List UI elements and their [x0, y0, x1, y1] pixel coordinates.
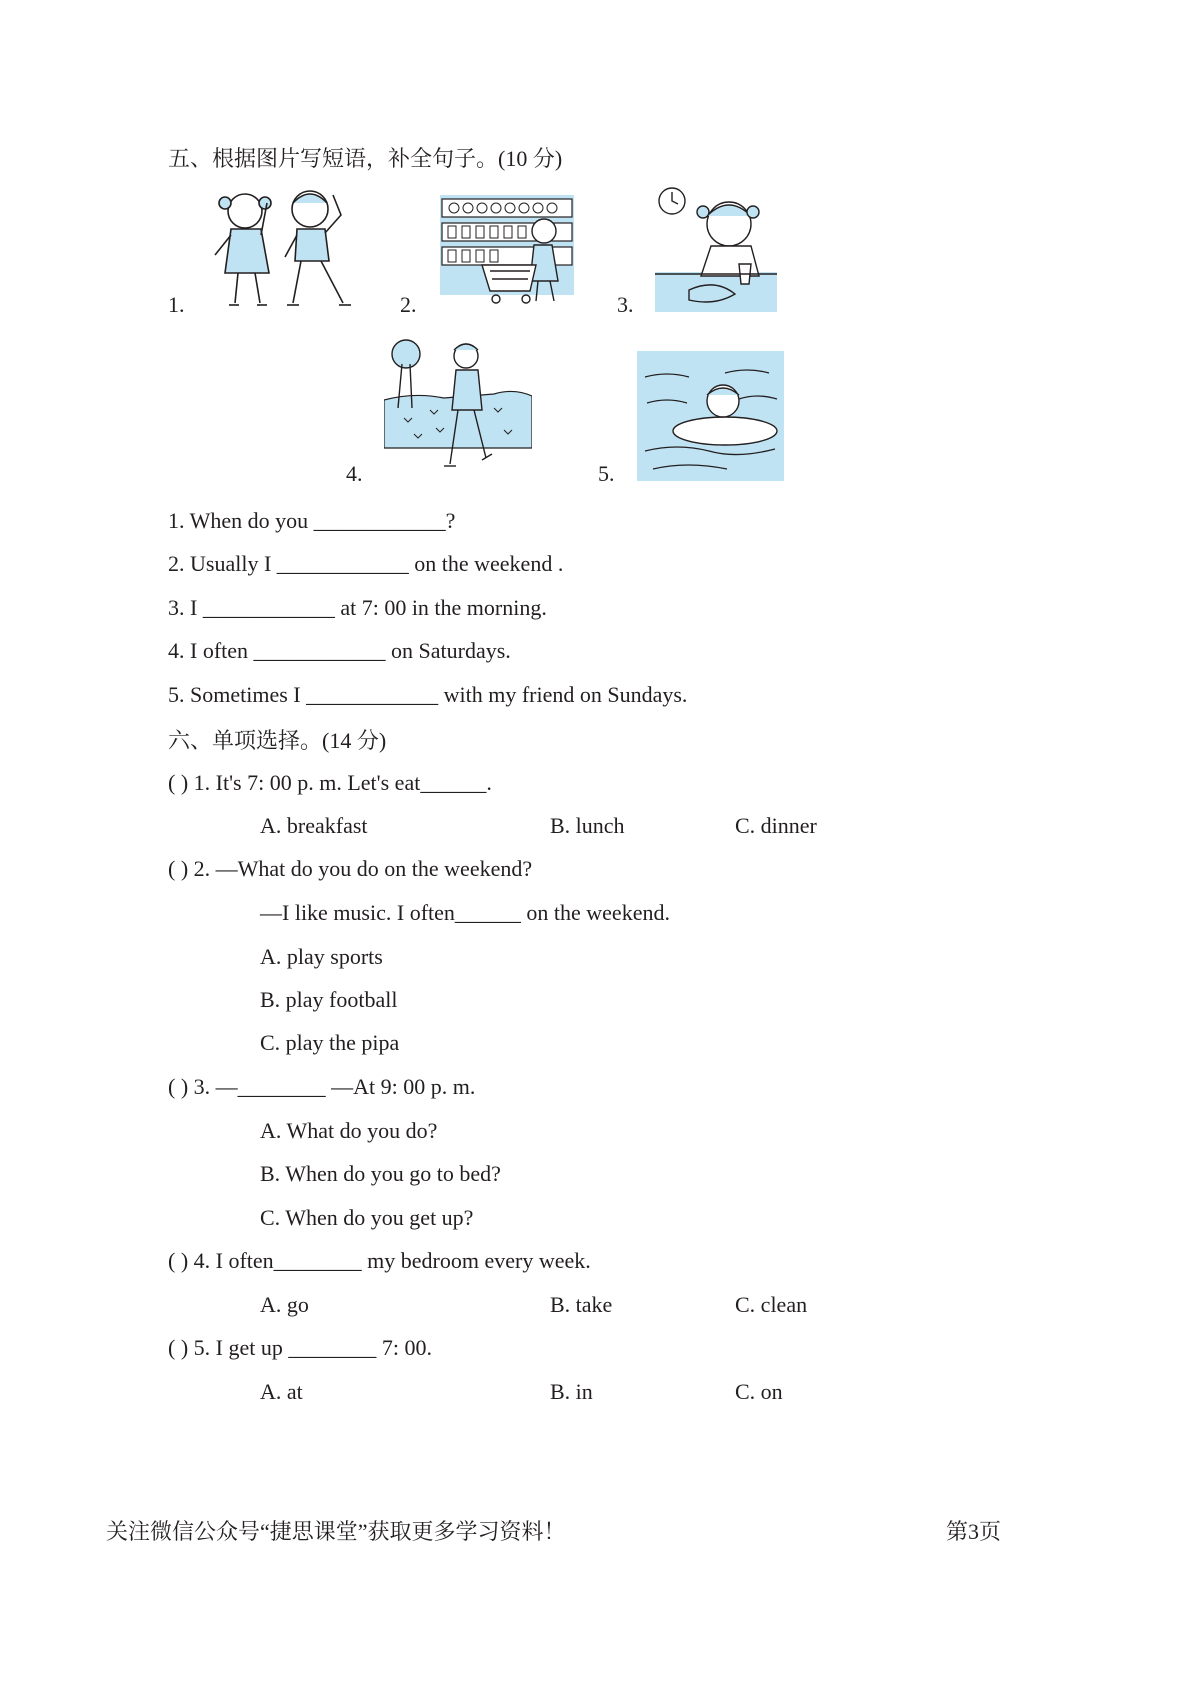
picture-number-2: 2.	[400, 292, 417, 317]
fill-sentence-1: 1. When do you ____________?	[168, 508, 456, 533]
question-1-option-b: B. lunch	[550, 813, 625, 838]
question-3-option-a: A. What do you do?	[260, 1118, 438, 1143]
fill-sentence-2: 2. Usually I ____________ on the weekend .	[168, 551, 564, 576]
picture-taking-a-walk	[384, 338, 532, 474]
question-4-stem: ( ) 4. I often________ my bedroom every week.	[168, 1248, 591, 1273]
question-5-option-a: A. at	[260, 1379, 303, 1404]
question-2-stem: ( ) 2. —What do you do on the weekend?	[168, 856, 533, 881]
question-4-option-a: A. go	[260, 1292, 309, 1317]
fill-sentence-4: 4. I often ____________ on Saturdays.	[168, 638, 511, 663]
question-4-option-c: C. clean	[735, 1292, 808, 1317]
question-2-option-c: C. play the pipa	[260, 1030, 400, 1055]
picture-number-5: 5.	[598, 461, 615, 486]
question-5-stem: ( ) 5. I get up ________ 7: 00.	[168, 1335, 432, 1360]
question-5-option-b: B. in	[550, 1379, 593, 1404]
question-2-option-b: B. play football	[260, 987, 398, 1012]
picture-going-shopping	[440, 195, 574, 307]
section-6-title: 六、单项选择。(14 分)	[168, 728, 387, 753]
question-3-stem: ( ) 3. —________ —At 9: 00 p. m.	[168, 1074, 476, 1099]
question-2-option-a: A. play sports	[260, 944, 383, 969]
picture-number-3: 3.	[617, 292, 634, 317]
page-number: 第3页	[946, 1519, 1002, 1544]
question-3-option-b: B. When do you go to bed?	[260, 1161, 501, 1186]
fill-sentence-3: 3. I ____________ at 7: 00 in the morning.	[168, 595, 547, 620]
question-1-option-c: C. dinner	[735, 813, 817, 838]
picture-number-1: 1.	[168, 292, 185, 317]
question-1-stem: ( ) 1. It's 7: 00 p. m. Let's eat______.	[168, 770, 492, 795]
question-5-option-c: C. on	[735, 1379, 783, 1404]
picture-kids-exercising	[205, 185, 360, 313]
footer-promo-text: 关注微信公众号“捷思课堂”获取更多学习资料！	[106, 1519, 566, 1544]
picture-number-4: 4.	[346, 461, 363, 486]
question-4-option-b: B. take	[550, 1292, 613, 1317]
fill-sentence-5: 5. Sometimes I ____________ with my friend on Sundays.	[168, 682, 688, 707]
picture-eating-breakfast	[655, 184, 777, 312]
question-1-option-a: A. breakfast	[260, 813, 368, 838]
picture-swimming	[637, 351, 784, 481]
section-5-title: 五、根据图片写短语，补全句子。(10 分)	[168, 146, 563, 171]
question-3-option-c: C. When do you get up?	[260, 1205, 474, 1230]
question-2-line-2: —I like music. I often______ on the weekend.	[260, 900, 670, 925]
